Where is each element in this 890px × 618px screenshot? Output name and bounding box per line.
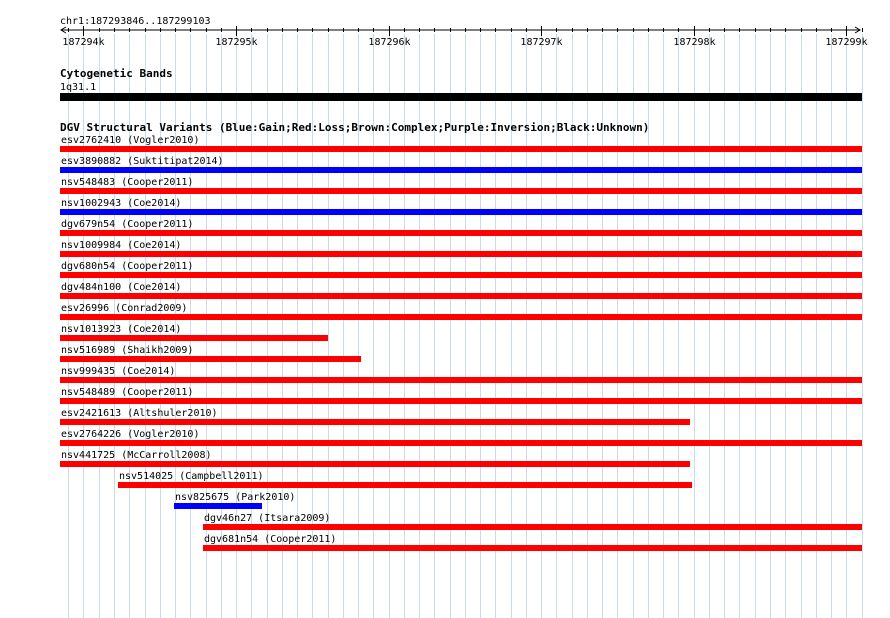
variant-bar[interactable] <box>60 398 862 404</box>
variant-bar[interactable] <box>60 272 862 278</box>
variant-bar[interactable] <box>60 440 862 446</box>
variant-row <box>60 240 862 257</box>
variant-bar[interactable] <box>60 188 862 194</box>
variant-bar[interactable] <box>60 314 862 320</box>
ruler-tick-label: 187294k <box>62 37 105 48</box>
variant-label: nsv516989 (Shaikh2009) <box>61 345 194 356</box>
variant-label: nsv548489 (Cooper2011) <box>61 387 194 398</box>
variant-label: esv3890882 (Suktitipat2014) <box>61 156 224 167</box>
dgv-variant-track <box>60 121 862 551</box>
variant-label: nsv825675 (Park2010) <box>175 492 296 503</box>
variant-label: esv2762410 (Vogler2010) <box>61 135 200 146</box>
variant-bar[interactable] <box>60 251 862 257</box>
variant-label: nsv1002943 (Coe2014) <box>61 198 182 209</box>
variant-row <box>60 303 862 320</box>
variant-label: esv2764226 (Vogler2010) <box>61 429 200 440</box>
variant-row <box>60 429 862 446</box>
variant-label: esv2421613 (Altshuler2010) <box>61 408 218 419</box>
variant-bar[interactable] <box>203 545 862 551</box>
cytoband-label: 1q31.1 <box>60 82 97 93</box>
variant-bar[interactable] <box>60 335 328 341</box>
ruler-tick-label: 187298k <box>673 37 716 48</box>
variant-row <box>60 156 862 173</box>
variant-bar[interactable] <box>60 356 361 362</box>
variant-row <box>60 324 328 341</box>
variant-label: nsv1009984 (Coe2014) <box>61 240 182 251</box>
variant-row <box>60 135 862 152</box>
ruler-tick-label: 187297k <box>520 37 563 48</box>
variant-label: nsv514025 (Campbell2011) <box>119 471 264 482</box>
variant-label: nsv999435 (Coe2014) <box>61 366 176 377</box>
variant-row <box>60 198 862 215</box>
variant-bar[interactable] <box>174 503 262 509</box>
region-label: chr1:187293846..187299103 <box>60 16 211 27</box>
variant-label: dgv46n27 (Itsara2009) <box>204 513 331 524</box>
variant-label: nsv1013923 (Coe2014) <box>61 324 182 335</box>
variant-row <box>60 177 862 194</box>
variant-bar[interactable] <box>60 461 690 467</box>
cytoband-track-title: Cytogenetic Bands <box>60 67 173 80</box>
variant-label: dgv681n54 (Cooper2011) <box>204 534 337 545</box>
variant-bar[interactable] <box>60 146 862 152</box>
ruler-tick-label: 187299k <box>825 37 868 48</box>
variant-bar[interactable] <box>203 524 862 530</box>
cytoband-track <box>60 67 862 101</box>
variant-bar[interactable] <box>60 293 862 299</box>
variant-track-title: DGV Structural Variants (Blue:Gain;Red:Loss;Brown:Complex;Purple:Inversion;Black:Unknown) <box>60 121 650 134</box>
variant-row <box>174 492 295 509</box>
variant-row <box>60 366 862 383</box>
variant-bar[interactable] <box>60 209 862 215</box>
variant-row <box>60 219 862 236</box>
variant-label: esv26996 (Conrad2009) <box>61 303 188 314</box>
variant-row <box>203 534 862 551</box>
variant-bar[interactable] <box>60 167 862 173</box>
variant-label: dgv484n100 (Coe2014) <box>61 282 182 293</box>
variant-row <box>203 513 862 530</box>
ruler-tick-label: 187295k <box>215 37 258 48</box>
variant-bar[interactable] <box>118 482 692 488</box>
variant-bar[interactable] <box>60 230 862 236</box>
variant-row <box>60 261 862 278</box>
cytoband-bar[interactable] <box>60 93 862 101</box>
variant-row <box>60 450 690 467</box>
variant-label: dgv679n54 (Cooper2011) <box>61 219 194 230</box>
variant-bar[interactable] <box>60 419 690 425</box>
variant-label: nsv548483 (Cooper2011) <box>61 177 194 188</box>
variant-row <box>60 345 361 362</box>
variant-rows <box>60 135 862 551</box>
variant-label: dgv680n54 (Cooper2011) <box>61 261 194 272</box>
variant-row <box>60 408 690 425</box>
variant-row <box>60 387 862 404</box>
coordinate-ruler <box>60 16 868 48</box>
variant-bar[interactable] <box>60 377 862 383</box>
variant-label: nsv441725 (McCarroll2008) <box>61 450 212 461</box>
variant-row <box>60 282 862 299</box>
ruler-tick-label: 187296k <box>368 37 411 48</box>
